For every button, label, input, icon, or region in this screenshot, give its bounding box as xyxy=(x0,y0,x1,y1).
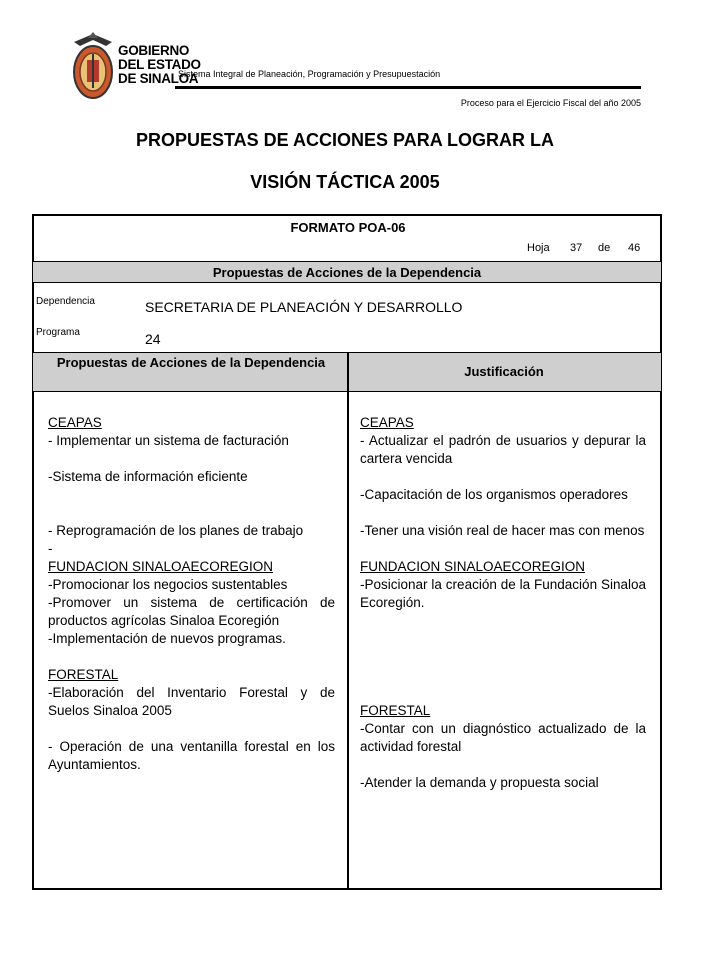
right-item: -Tener una visión real de hacer mas con menos xyxy=(360,523,645,538)
left-item: -Promover un sistema de certificación de productos agrícolas Sinaloa Ecoregión xyxy=(48,595,335,628)
left-ceapas-heading: CEAPAS xyxy=(48,415,102,430)
section-title: Propuestas de Acciones de la Dependencia xyxy=(33,261,661,283)
right-item: -Capacitación de los organismos operadores xyxy=(360,487,628,502)
right-forestal-heading: FORESTAL xyxy=(360,703,431,718)
left-item: -Sistema de información eficiente xyxy=(48,469,248,484)
coat-of-arms-icon xyxy=(68,32,118,106)
system-name: Sistema Integral de Planeación, Programación y Presupuestación xyxy=(178,69,441,79)
page-title-line1: PROPUESTAS DE ACCIONES PARA LOGRAR LA xyxy=(135,130,555,150)
hoja-label: Hoja xyxy=(527,242,550,254)
formato-code: FORMATO POA-06 xyxy=(290,220,406,235)
right-item: -Atender la demanda y propuesta social xyxy=(360,775,599,790)
right-column xyxy=(360,414,646,792)
left-item: -Promocionar los negocios sustentables xyxy=(48,577,288,592)
left-column xyxy=(48,414,335,774)
left-forestal-heading: FORESTAL xyxy=(48,667,119,682)
left-item: - Implementar un sistema de facturación xyxy=(48,433,289,448)
header-divider xyxy=(175,86,641,89)
left-item: -Elaboración del Inventario Forestal y de Suelos Sinaloa 2005 xyxy=(48,685,335,718)
logo-text: GOBIERNO DEL ESTADO DE SINALOA xyxy=(118,43,201,86)
programa-value: 24 xyxy=(145,331,161,347)
programa-label: Programa xyxy=(36,327,80,338)
column-divider xyxy=(347,352,349,889)
left-item: - Operación de una ventanilla forestal en los Ayuntamientos. xyxy=(48,739,335,772)
left-dash: - xyxy=(48,541,53,556)
dependencia-value: SECRETARIA DE PLANEACIÓN Y DESARROLLO xyxy=(145,299,463,315)
dependencia-label: Dependencia xyxy=(36,296,95,307)
left-fundacion-heading: FUNDACION SINALOAECOREGION xyxy=(48,559,274,574)
left-column-header: Propuestas de Acciones de la Dependencia xyxy=(56,355,326,370)
left-item: -Implementación de nuevos programas. xyxy=(48,631,286,646)
right-fundacion-heading: FUNDACION SINALOAECOREGION xyxy=(360,559,586,574)
hoja-de-label: de xyxy=(598,242,611,254)
right-ceapas-heading: CEAPAS xyxy=(360,415,414,430)
hoja-number: 37 xyxy=(570,242,583,254)
page-title-line2: VISIÓN TÁCTICA 2005 xyxy=(250,172,440,192)
right-item: -Posicionar la creación de la Fundación Sinaloa Ecoregión. xyxy=(360,577,646,610)
right-item: -Contar con un diagnóstico actualizado de la actividad forestal xyxy=(360,721,646,754)
right-column-header: Justificación xyxy=(464,364,544,379)
process-year: Proceso para el Ejercicio Fiscal del año 2005 xyxy=(460,98,641,108)
right-item: - Actualizar el padrón de usuarios y depurar la cartera vencida xyxy=(360,433,646,466)
hoja-total: 46 xyxy=(628,242,641,254)
left-item: - Reprogramación de los planes de trabajo xyxy=(48,523,304,538)
